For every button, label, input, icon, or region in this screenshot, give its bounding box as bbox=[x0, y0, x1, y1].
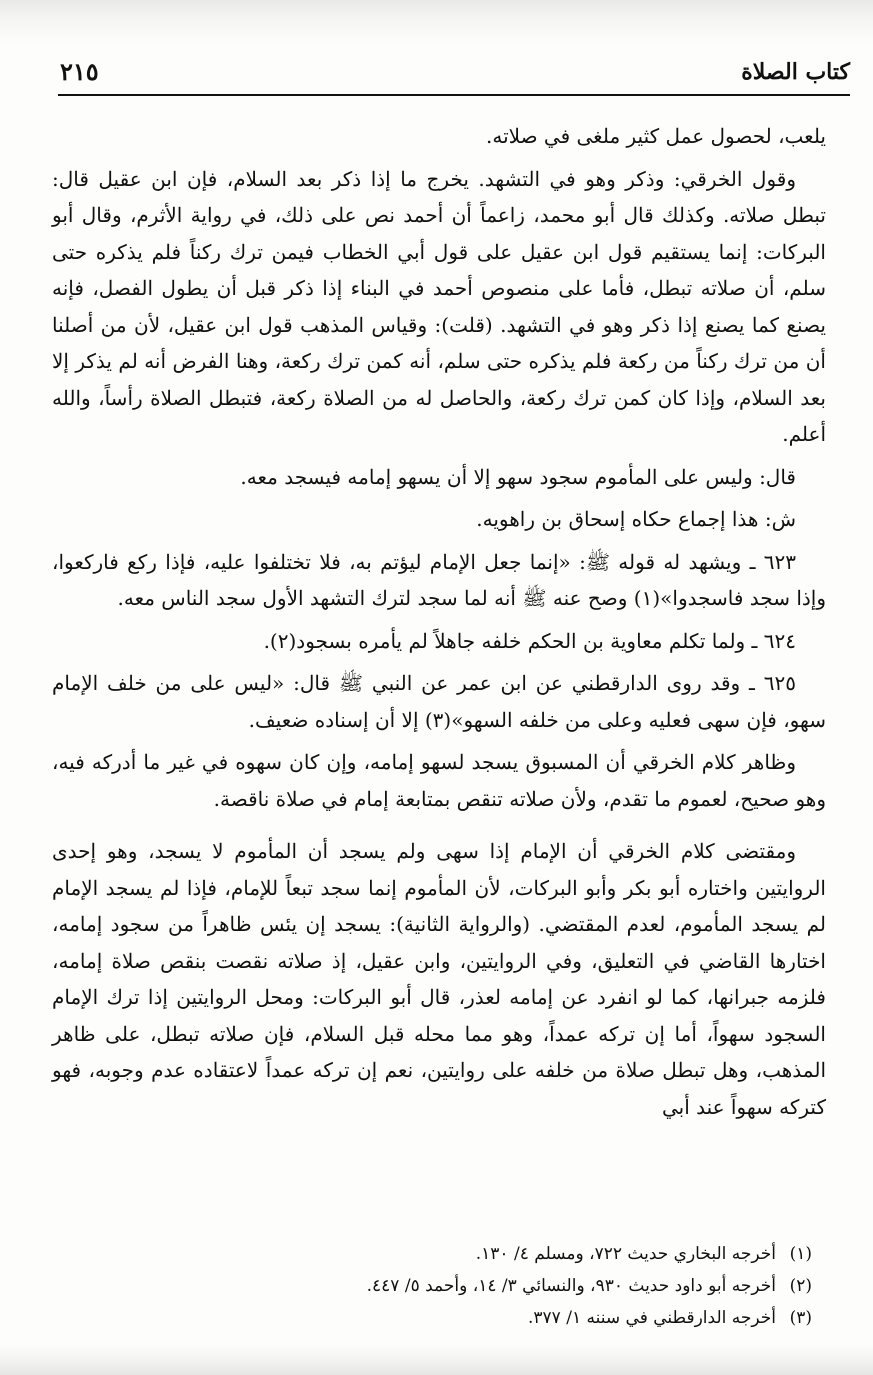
page-number: ٢١٥ bbox=[60, 57, 99, 86]
paragraph: ومقتضى كلام الخرقي أن الإمام إذا سهى ولم يسجد أن المأموم لا يسجد، وهو إحدى الروايتين واختاره أبو بكر وأبو البركات، لأن المأموم إنما سجد تبعاً للإمام، فإذا لم يسجد الإمام لم يسجد المأموم، لعدم المقتضي. (والرواية الثانية): يسجد إن يئس ظاهراً من سجود إمامه، اختارها القاضي في التعليق، وفي الروايتين، وابن عقيل، إذ صلاته نقصت بنقص صلاة إمامه، فلزمه جبرانها، كما لو انفرد عن إمامه لعذر، قال أبو البركات: ومحل الروايتين إذا ترك الإمام السجود سهواً، أما إن تركه عمداً، وهو مما محله قبل السلام، فإن صلاته تبطل، على ظاهر المذهب، وهل تبطل صلاة من خلفه على روايتين، نعم إن تركه عمداً لاعتقاده عدم وجوبه، فهو كتركه سهواً عند أبي bbox=[52, 839, 826, 1119]
header-divider bbox=[58, 94, 850, 96]
paragraph: ٦٢٥ ـ وقد روى الدارقطني عن ابن عمر عن النبي ﷺ قال: «ليس على من خلف الإمام سهو، فإن سهى فعليه وعلى من خلفه السهو»(٣) إلا أن إسناده ضعيف. bbox=[52, 671, 826, 732]
footnote-number: (٣) bbox=[789, 1308, 812, 1328]
paragraph: ش: هذا إجماع حكاه إسحاق بن راهويه. bbox=[476, 507, 796, 531]
footnote-number: (١) bbox=[789, 1244, 812, 1264]
page-header bbox=[22, 55, 850, 95]
paragraph: وظاهر كلام الخرقي أن المسبوق يسجد لسهو إمامه، وإن كان سهوه في غير ما أدركه فيه، وهو صحيح، لعموم ما تقدم، ولأن صلاته تنقص بمتابعة إمام في صلاة ناقصة. bbox=[52, 750, 826, 811]
page-body bbox=[52, 118, 826, 1131]
footnote-text: أخرجه البخاري حديث ٧٢٢، ومسلم ٤/ ١٣٠. bbox=[475, 1244, 776, 1264]
chapter-title: كتاب الصلاة bbox=[741, 59, 850, 85]
paragraph: ٦٢٤ ـ ولما تكلم معاوية بن الحكم خلفه جاهلاً لم يأمره بسجود(٢). bbox=[263, 628, 796, 653]
footnote-number: (٢) bbox=[789, 1276, 812, 1296]
footnote bbox=[70, 1302, 812, 1334]
footnotes bbox=[70, 1238, 812, 1334]
footnote-text: أخرجه الدارقطني في سننه ١/ ٣٧٧. bbox=[528, 1308, 776, 1328]
footnote bbox=[70, 1238, 812, 1270]
paragraph: ٦٢٣ ـ ويشهد له قوله ﷺ: «إنما جعل الإمام ليؤتم به، فلا تختلفوا عليه، فإذا ركع فاركعوا، وإذا سجد فاسجدوا»(١) وصح عنه ﷺ أنه لما سجد لترك التشهد الأول سجد الناس معه. bbox=[52, 549, 826, 610]
footnote bbox=[70, 1270, 812, 1302]
scan-bottom-edge bbox=[0, 1345, 873, 1375]
paragraph: قال: وليس على المأموم سجود سهو إلا أن يسهو إمامه فيسجد معه. bbox=[240, 464, 796, 489]
footnote-text: أخرجه أبو داود حديث ٩٣٠، والنسائي ٣/ ١٤، وأحمد ٥/ ٤٤٧. bbox=[366, 1276, 776, 1296]
scan-top-edge bbox=[0, 0, 873, 44]
paragraph: يلعب، لحصول عمل كثير ملغى في صلاته. bbox=[486, 124, 826, 148]
paragraph: وقول الخرقي: وذكر وهو في التشهد. يخرج ما إذا ذكر بعد السلام، فإن ابن عقيل قال: تبطل صلاته. وكذلك قال أبو محمد، زاعماً أن أحمد نص على ذلك، في رواية الأثرم، وقال أبو البركات: إنما يستقيم قول ابن عقيل على قول أبي الخطاب فيمن ترك ركناً فلم يذكره حتى سلم، أن صلاته تبطل، فأما على منصوص أحمد في البناء إذا ذكر قبل أن يطول الفصل، فإنه يصنع كما يصنع إذا ذكر وهو في التشهد. (قلت): وقياس المذهب قول ابن عقيل، لأن من أصلنا أن من ترك ركناً من ركعة فلم يذكره حتى سلم، أنه كمن ترك ركعة، وهنا الفرض أنه لم يذكر إلا بعد السلام، وإذا كان كمن ترك ركعة، والحاصل له من الصلاة ركعة، فتبطل الصلاة رأساً، والله أعلم. bbox=[52, 166, 826, 446]
